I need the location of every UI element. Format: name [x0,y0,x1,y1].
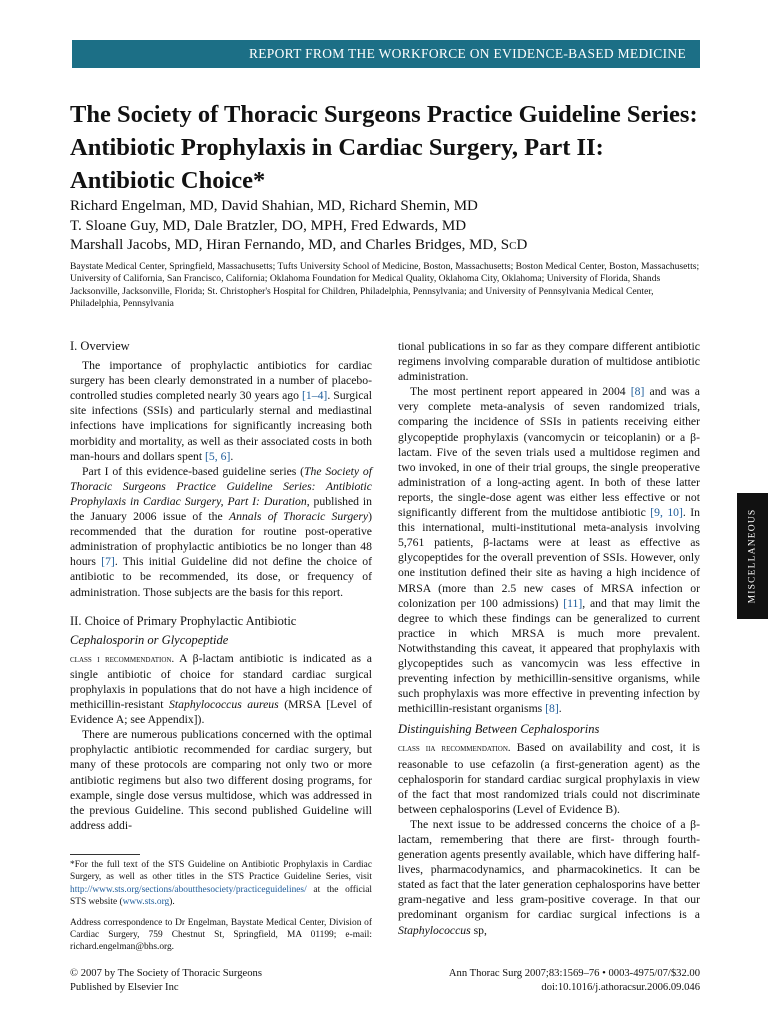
author-list [70,197,700,256]
footnote: *For the full text of the STS Guideline on Antibiotic Prophylaxis in Cardiac Surgery, as well as other titles in the STS Practice Guideline Series, visit http://www.sts.org/sections/aboutthesociety/practiceguidelines/ at the official STS website (www.sts.org). [70,860,372,908]
subsection-heading: Cephalosporin or Glycopeptide [70,632,229,647]
side-tab-label: MISCELLANEOUS [747,508,758,604]
section-side-tab [737,493,768,619]
author-line-3: Marshall Jacobs, MD, Hiran Fernando, MD, and Charles Bridges, MD, ScD [70,237,528,253]
footnote-divider [70,854,140,855]
citation-link[interactable]: [7] [101,555,115,569]
paragraph: There are numerous publications concerned with the optimal prophylactic antibiotic recommended for cardiac surgery, but many of these protocols are comparing not only two or more antibiotic regimens but also two different dosing programs, for example, single dose versus multidose, which was addressed in the previous Guideline. This second published Guideline will address addi- [70,728,372,832]
subsection-heading: Distinguishing Between Cephalosporins [398,722,600,737]
paragraph: The importance of prophylactic antibiotics for cardiac surgery has been clearly demonstrated in a number of placebo-controlled studies completed nearly 30 years ago [1–4]. Surgical site infections (SSIs) and particularly sternal and mediastinal infections have implications for significantly increasing both morbidity and mortality, as well as their associated costs in both man-hours and dollars spent [5, 6]. [70,359,372,463]
citation-link[interactable]: [1–4] [302,389,328,403]
recommendation-label: class iia recommendation. [398,743,511,755]
citation-link[interactable]: [9, 10] [650,506,683,520]
paragraph: Part I of this evidence-based guideline series (The Society of Thoracic Surgeons Practice Guideline Series: Antibiotic Prophylaxis in Cardiac Surgery, Part I: Duration, published in the January 2006 issue of the Annals of Thoracic Surgery) recommended that the duration for routine post-operative administration of prophylactic antibiotics be no longer than 48 hours [7]. This initial Guideline did not define the choice of antibiotic to be recommended, its dose, or frequency of administration. Those subjects are the basis for this report. [70,464,373,599]
section-heading-choice: II. Choice of Primary Prophylactic Antibiotic [70,613,297,628]
footnotes [70,854,372,962]
left-column [70,339,372,833]
sts-website-link[interactable]: www.sts.org [122,897,170,908]
affiliations: Baystate Medical Center, Springfield, Massachusetts; Tufts University School of Medicine, Boston, Massachusetts; Boston Medical Center, Boston, Massachusetts; University of California, San Francisco, California; Oklahoma Foundation for Medical Quality, Oklahoma City, Oklahoma; University of Florida, Shands Jacksonville, Jacksonville, Florida; St. Christopher's Hospital for Children, Philadelphia, Pennsylvania; and University of Pennsylvania Medical Center, Philadelphia, Pennsylvania [70,261,700,309]
correspondence-note: Address correspondence to Dr Engelman, Baystate Medical Center, Division of Cardiac Surgery, 759 Chestnut St, Springfield, MA 01199; e-mail: richard.engelman@bhs.org. [70,917,372,953]
right-column [398,339,700,938]
paragraph: The most pertinent report appeared in 2004 [8] and was a very complete meta-analysis of seven randomized trials, comparing the incidence of SSIs in patients receiving either glycopeptide prophylaxis (vancomycin or teicoplanin) or a β-lactam. Five of the seven trials used a multidose regimen and two invoked, in one of their trial groups, the single preoperative administration of a long-acting agent. In both of these latter reports, the single-dose agent was either less effective or not significantly different from the multidose antibiotic [9, 10]. In this international, multi-institutional meta-analysis involving 5,761 patients, β-lactams were at least as effective as glycopeptides for the overall prevention of SSIs. However, only one institution defined their site as having a high incidence of MRSA (more than 2.5 new cases of MRSA infection or colonization per 100 admissions) [11], and that may limit the degree to which these findings can be generalized to current practice in which MRSA is much more prevalent. Notwithstanding this caveat, it appeared that prophylaxis with glycopeptides such as vancomycin was less effective in preventing infection by methicillin-sensitive organisms, while such prophylaxis was more effective in preventing infection by methicillin-resistant organisms [8]. [398,385,700,716]
citation-link[interactable]: [11] [563,596,583,610]
paragraph: tional publications in so far as they compare different antibiotic regimens involving comparable duration of multidose antibiotic administration. [398,340,700,384]
paragraph: class iia recommendation. Based on availability and cost, it is reasonable to use cefazolin (a first-generation agent) as the cephalosporin for standard cardiac surgical prophylaxis in view of the fact that most randomized trials could not discriminate between cephalosporins (Level of Evidence B). [398,741,700,816]
paragraph: The next issue to be addressed concerns the choice of a β-lactam, remembering that there are first- through fourth-generation agents presently available, which have differing half-lives, pharmacodynamics, and pharmacokinetics. It can be stated as fact that the later generation cephalosporins have better gram-negative and less gram-positive coverage. In that our predominant organism for cardiac surgical infections is a Staphylococcus sp, [398,817,700,937]
citation-link[interactable]: [8] [630,385,645,399]
section-banner [72,40,700,68]
guideline-url-link[interactable]: http://www.sts.org/sections/aboutthesociety/practiceguidelines/ [70,884,307,895]
author-line-1: Richard Engelman, MD, David Shahian, MD, Richard Shemin, MD [70,198,478,214]
journal-citation: Ann Thorac Surg 2007;83:1569–76 • 0003-4975/07/$32.00 doi:10.1016/j.athoracsur.2006.09.046 [448,968,700,993]
copyright-block: © 2007 by The Society of Thoracic Surgeons Published by Elsevier Inc [70,968,262,993]
citation-link[interactable]: [5, 6] [205,449,231,463]
article-title: The Society of Thoracic Surgeons Practice Guideline Series: Antibiotic Prophylaxis in Cardiac Surgery, Part II: Antibiotic Choice* [70,101,698,194]
doi: doi:10.1016/j.athoracsur.2006.09.046 [541,981,700,993]
paragraph: class i recommendation. A β-lactam antibiotic is indicated as a single antibiotic of choice for standard cardiac surgical prophylaxis in populations that do not have a high incidence of methicillin-resistant Staphylococcus aureus (MRSA [Level of Evidence A; see Appendix]). [70,651,372,727]
banner-text: REPORT FROM THE WORKFORCE ON EVIDENCE-BASED MEDICINE [248,46,686,61]
section-heading-overview: I. Overview [70,339,130,353]
recommendation-label: class i recommendation. [70,653,175,665]
citation-link[interactable]: [8] [545,702,559,716]
author-line-2: T. Sloane Guy, MD, Dale Bratzler, DO, MPH, Fred Edwards, MD [70,217,467,234]
